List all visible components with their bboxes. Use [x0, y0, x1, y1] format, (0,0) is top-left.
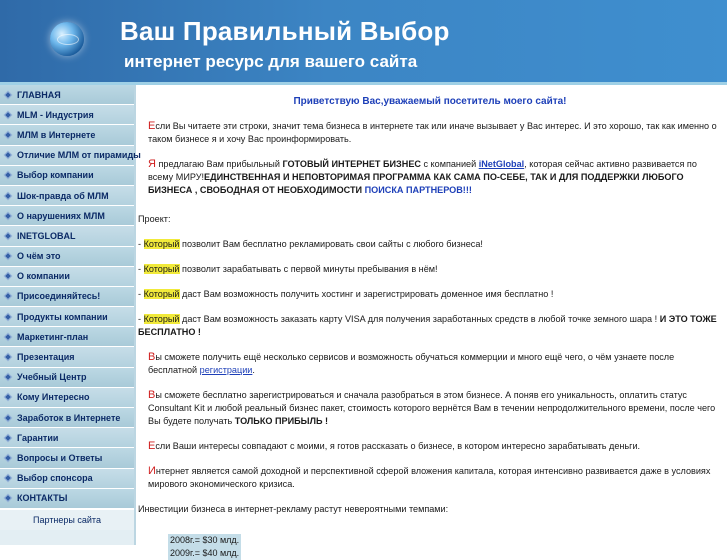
stats-list: [168, 534, 722, 560]
paragraph-text: нтернет является самой доходной и перспективной сферой вложения капитала, которая интенсивно развивается даже в условиях мирового экономического кризиса.: [148, 466, 711, 489]
sidebar-item-about-this[interactable]: О чём это: [0, 247, 134, 267]
globe-icon: [50, 22, 84, 56]
list-dash: -: [138, 314, 144, 324]
list-dash: -: [138, 239, 144, 249]
registration-paragraph: [138, 389, 722, 428]
sidebar-item-sponsor-choice[interactable]: Выбор спонсора: [0, 469, 134, 489]
interest-paragraph: [138, 440, 722, 453]
paragraph-text: позволит Вам бесплатно рекламировать свои сайты с любого бизнеса!: [179, 239, 483, 249]
paragraph-text: с компанией: [420, 159, 479, 169]
feature-item: [138, 313, 722, 339]
sidebar-item-inetglobal[interactable]: INETGLOBAL: [0, 226, 134, 246]
main-content: [138, 85, 722, 558]
paragraph-text: даст Вам возможность получить хостинг и зарегистрировать доменное имя бесплатно !: [179, 289, 554, 299]
sidebar-item-faq[interactable]: Вопросы и Ответы: [0, 448, 134, 468]
site-header: [0, 0, 727, 82]
feature-item: [138, 238, 722, 251]
site-subtitle: интернет ресурс для вашего сайта: [124, 52, 418, 71]
highlighted-word: Который: [143, 289, 180, 299]
drop-letter: Я: [148, 158, 156, 170]
offer-paragraph: [138, 158, 722, 197]
bullet-icon: [4, 494, 12, 502]
bullet-icon: [4, 474, 12, 482]
bullet-icon: [4, 454, 12, 462]
paragraph-text: .: [252, 365, 255, 375]
paragraph-text: позволит зарабатывать с первой минуты пребывания в нём!: [179, 264, 438, 274]
bold-text: ЕДИНСТВЕННАЯ И НЕПОВТОРИМАЯ ПРОГРАММА КАК САМА ПО-СЕБЕ, ТАК И ДЛЯ ПОДДЕРЖКИ ЛЮБОГО БИЗНЕСА , СВОБОДНАЯ ОТ НЕОБХОДИМОСТИ: [148, 172, 684, 195]
paragraph-text: сли Вы читаете эти строки, значит тема бизнеса в интернете так или иначе вызывает у Вас интерес. И это хорошо, так как именно о таком бизнесе я и хочу Вас проинформировать.: [148, 121, 717, 144]
bullet-icon: [4, 252, 12, 260]
drop-letter: В: [148, 351, 156, 363]
sidebar-item-shock-truth[interactable]: Шок-правда об МЛМ: [0, 186, 134, 206]
sidebar-item-company-choice[interactable]: Выбор компании: [0, 166, 134, 186]
sidebar-item-products[interactable]: Продукты компании: [0, 307, 134, 327]
paragraph-text: ы сможете бесплатно зарегистрироваться и сначала разобраться в этом бизнесе. А поняв его уникальность, оплатить статус Consultant Kit и любой реальный бизнес пакет, стоимость которого вернётся Вам в течении непродолжительного времени, после чего Вы будете получать: [148, 390, 716, 426]
bullet-icon: [4, 90, 12, 98]
sidebar-item-mlm-industry[interactable]: MLM - Индустрия: [0, 105, 134, 125]
sidebar-item-earnings[interactable]: Заработок в Интернете: [0, 408, 134, 428]
sidebar-item-mlm-internet[interactable]: МЛМ в Интернете: [0, 125, 134, 145]
bullet-icon: [4, 434, 12, 442]
sidebar-item-presentation[interactable]: Презентация: [0, 347, 134, 367]
sidebar-item-about-company[interactable]: О компании: [0, 267, 134, 287]
internet-paragraph: [138, 465, 722, 491]
sidebar-item-contacts[interactable]: КОНТАКТЫ: [0, 489, 134, 509]
bullet-icon: [4, 292, 12, 300]
bullet-icon: [4, 333, 12, 341]
sidebar-item-who-interested[interactable]: Кому Интересно: [0, 388, 134, 408]
drop-letter: И: [148, 465, 156, 477]
bullet-icon: [4, 111, 12, 119]
bullet-icon: [4, 131, 12, 139]
paragraph-text: ы сможете получить ещё несколько сервисов и возможность обучаться коммерции и много ещё чего, о чём узнаете после бесплатной: [148, 352, 675, 375]
bold-text: ГОТОВЫЙ ИНТЕРНЕТ БИЗНЕС: [282, 159, 421, 169]
drop-letter: Е: [148, 120, 156, 132]
highlighted-word: Который: [143, 314, 180, 324]
paragraph-text: предлагаю Вам прибыльный: [155, 159, 283, 169]
paragraph-text: , которая сейчас активно развивается по всему МИРУ!: [148, 159, 697, 182]
sidebar-item-training-center[interactable]: Учебный Центр: [0, 368, 134, 388]
partners-search-link[interactable]: ПОИСКА ПАРТНЕРОВ!!!: [364, 185, 472, 195]
intro-paragraph: [138, 120, 722, 146]
bold-text: И ЭТО ТОЖЕ БЕСПЛАТНО !: [138, 314, 717, 337]
sidebar-partners-link[interactable]: Партнеры сайта: [0, 509, 134, 530]
sidebar-item-mlm-vs-pyramid[interactable]: Отличие МЛМ от пирамиды: [0, 146, 134, 166]
bullet-icon: [4, 312, 12, 320]
site-title: Ваш Правильный Выбор: [120, 16, 450, 46]
bullet-icon: [4, 211, 12, 219]
sidebar-nav: [0, 85, 141, 545]
list-dash: -: [138, 289, 144, 299]
paragraph-text: даст Вам возможность заказать карту VISA для получения заработанных средств в любой точке земного шара !: [179, 314, 660, 324]
feature-item: [138, 263, 722, 276]
drop-letter: В: [148, 389, 156, 401]
bullet-icon: [4, 171, 12, 179]
services-paragraph: [138, 351, 722, 377]
bullet-icon: [4, 151, 12, 159]
investment-paragraph: Инвестиции бизнеса в интернет-рекламу растут невероятными темпами:: [138, 504, 449, 514]
bullet-icon: [4, 373, 12, 381]
sidebar-item-marketing-plan[interactable]: Маркетинг-план: [0, 327, 134, 347]
bullet-icon: [4, 272, 12, 280]
bold-text: ТОЛЬКО ПРИБЫЛЬ !: [234, 416, 329, 426]
project-label: Проект:: [138, 214, 171, 224]
stat-2008: 2008г.= $30 млд.: [170, 535, 240, 545]
inetglobal-link[interactable]: iNetGlobal: [478, 159, 525, 169]
highlighted-word: Который: [143, 239, 180, 249]
bullet-icon: [4, 191, 12, 199]
stat-2009: 2009г.= $40 млд.: [170, 548, 240, 558]
registration-link[interactable]: регистрации: [199, 365, 253, 375]
bullet-icon: [4, 413, 12, 421]
sidebar-item-home[interactable]: ГЛАВНАЯ: [0, 85, 134, 105]
sidebar-item-join[interactable]: Присоединяйтесь!: [0, 287, 134, 307]
bullet-icon: [4, 232, 12, 240]
paragraph-text: сли Ваши интересы совпадают с моими, я готов рассказать о бизнесе, в котором интересно зарабатывать деньги.: [155, 441, 641, 451]
feature-item: [138, 288, 722, 301]
list-dash: -: [138, 264, 144, 274]
sidebar-item-guarantees[interactable]: Гарантии: [0, 428, 134, 448]
bullet-icon: [4, 393, 12, 401]
sidebar-item-violations[interactable]: О нарушениях МЛМ: [0, 206, 134, 226]
bullet-icon: [4, 353, 12, 361]
highlighted-word: Который: [143, 264, 180, 274]
greeting-heading: Приветствую Вас,уважаемый посетитель моего сайта!: [293, 96, 567, 107]
drop-letter: Е: [148, 440, 156, 452]
